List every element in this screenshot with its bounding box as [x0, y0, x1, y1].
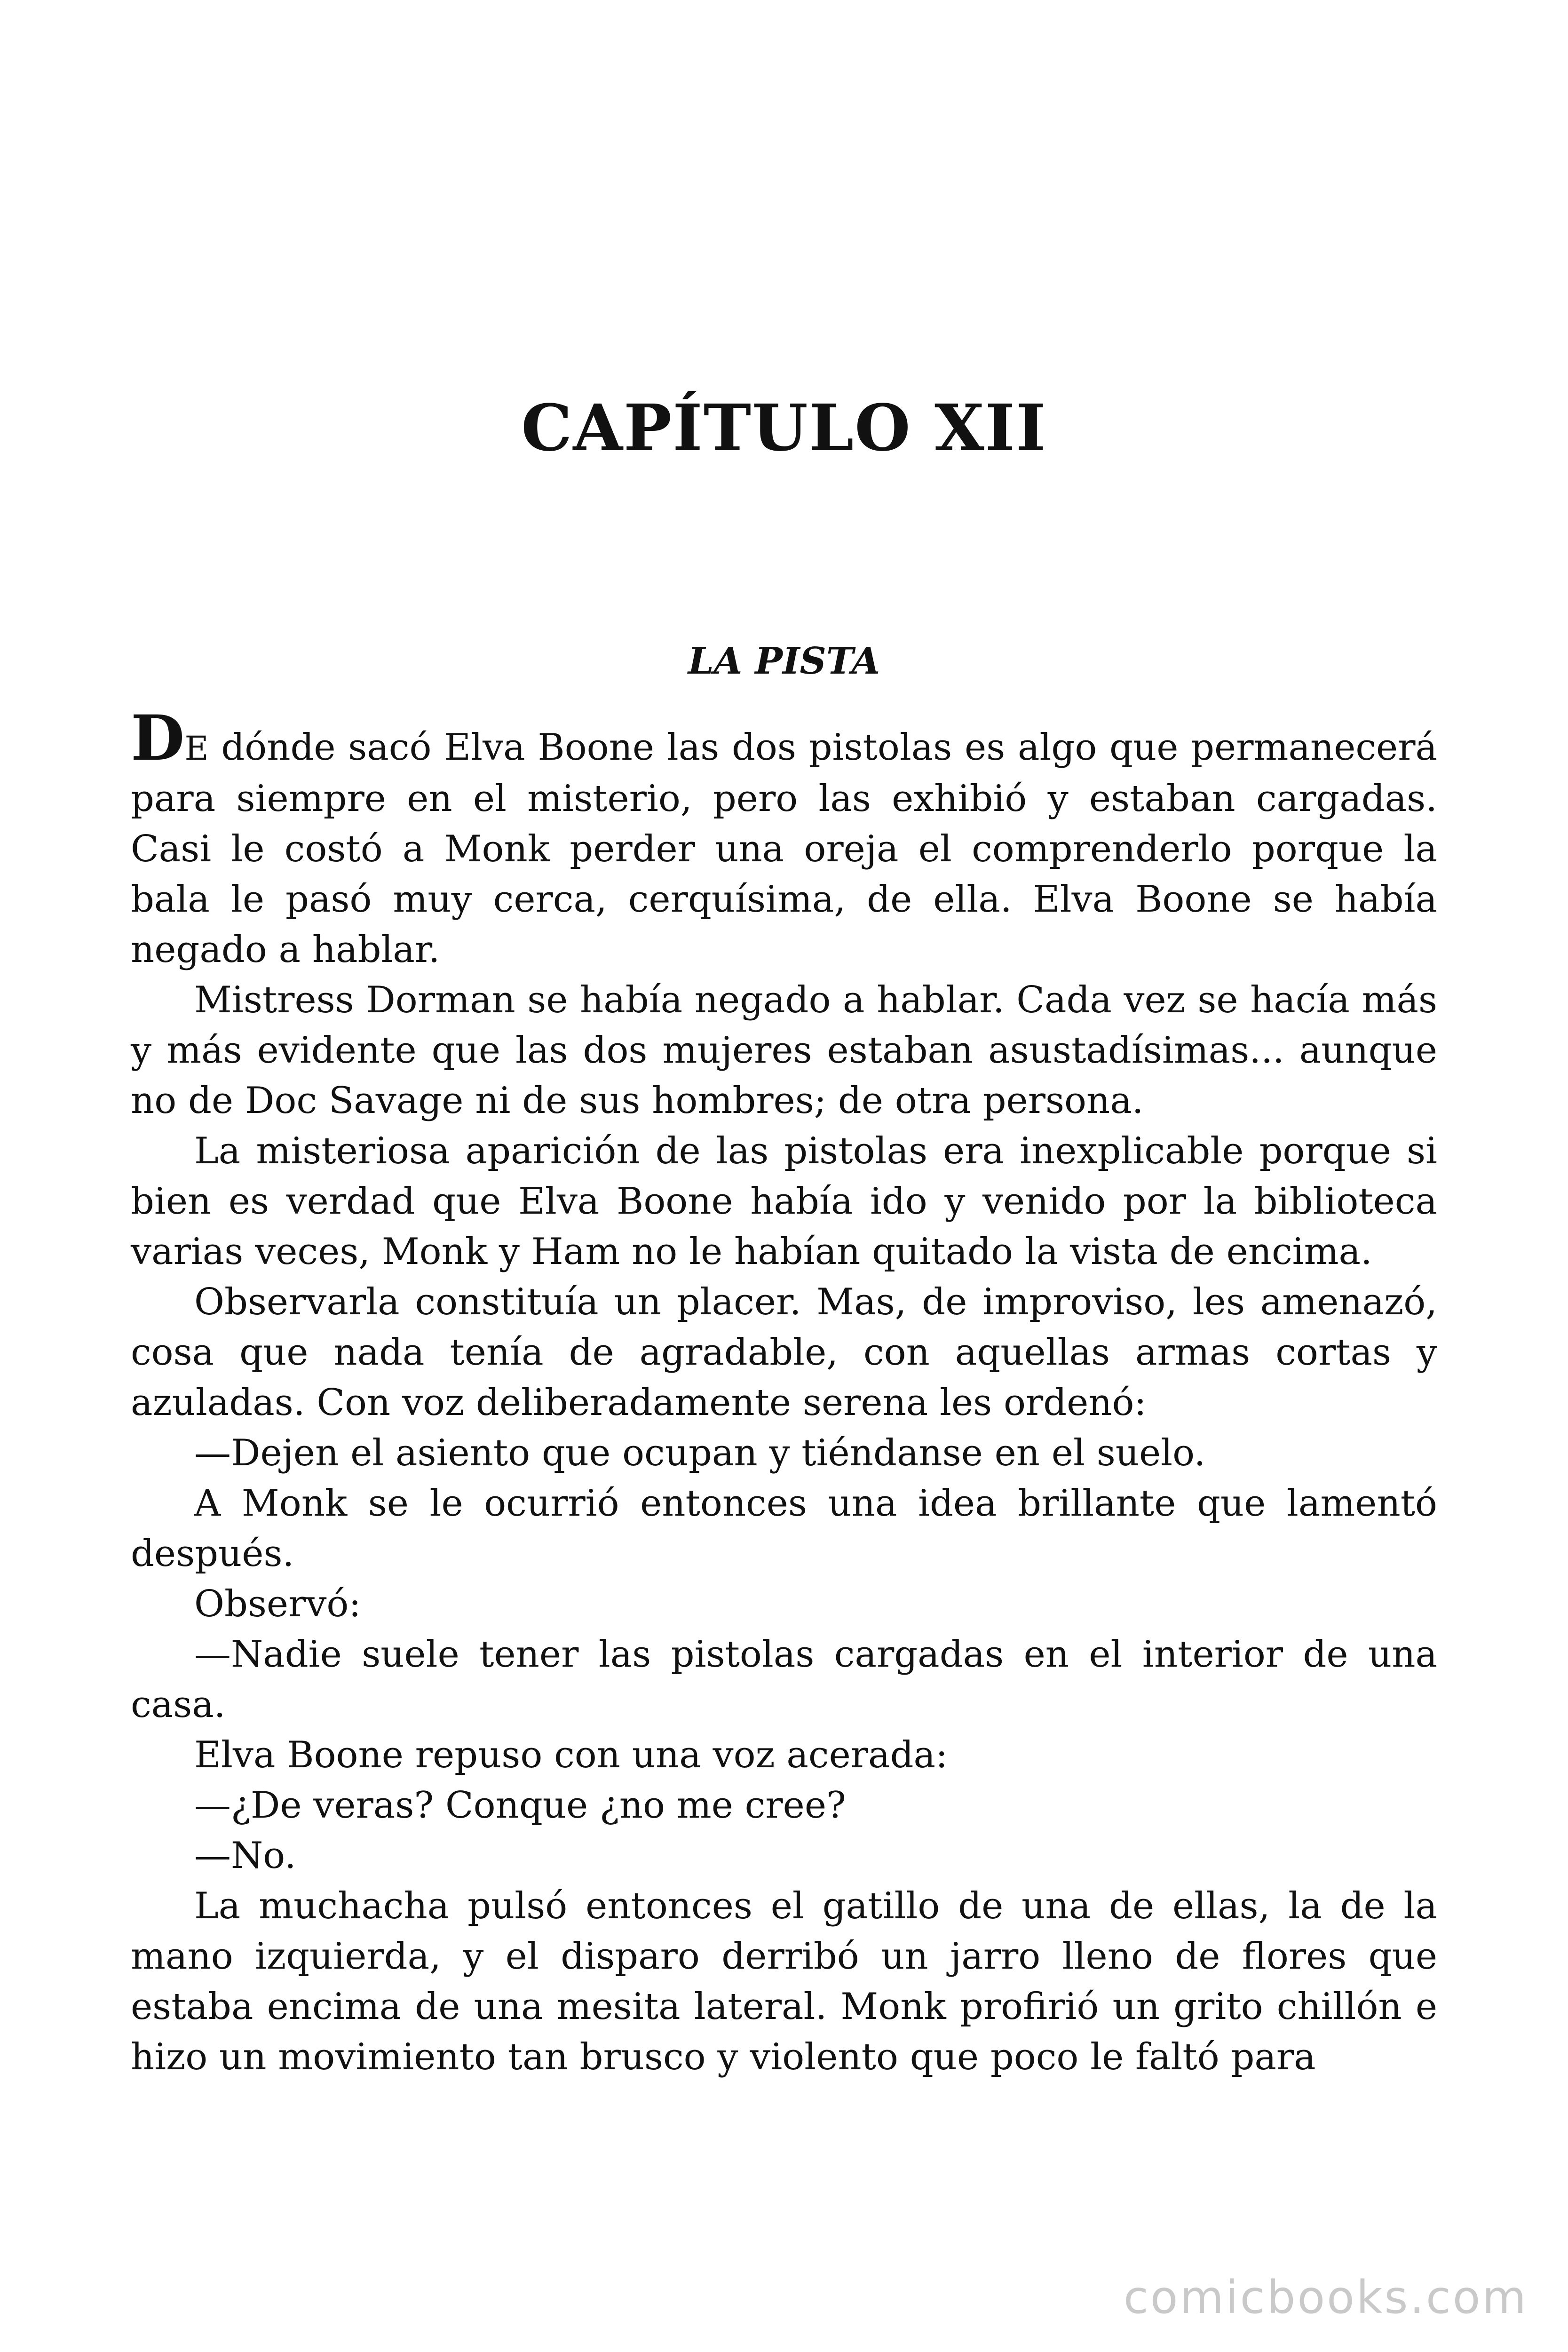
paragraph-2: Mistress Dorman se había negado a hablar. Cada vez se hacía más y más evidente que las dos mujeres estaban asustadísimas... aunque no de Doc Savage ni de sus hombres; de otra persona. [131, 979, 1437, 1122]
section-title: LA PISTA [688, 640, 880, 683]
paragraph-10: —¿De veras? Conque ¿no me cree? [194, 1784, 846, 1827]
paragraph-1 [131, 702, 1437, 975]
chapter-title: CAPÍTULO XII [521, 390, 1047, 466]
paragraph-5: —Dejen el asiento que ocupan y tiéndanse en el suelo. [194, 1432, 1206, 1474]
paragraph-1-text: dónde sacó Elva Boone las dos pistolas es algo que permanecerá para siempre en el misterio, pero las exhibió y estaban cargadas. Casi le costó a Monk perder una oreja el comprenderlo porque la bala le pasó muy cerca, cerquísima, de ella. Elva Boone se había negado a hablar. [131, 726, 1437, 971]
drop-cap: D [131, 702, 185, 775]
paragraph-12: La muchacha pulsó entonces el gatillo de una de ellas, la de la mano izquierda, y el disparo derribó un jarro lleno de flores que estaba encima de una mesita lateral. Monk profirió un grito chillón e hizo un movimiento tan brusco y violento que poco le faltó para [131, 1885, 1437, 2078]
paragraph-3: La misteriosa aparición de las pistolas era inexplicable porque si bien es verdad que Elva Boone había ido y venido por la biblioteca varias veces, Monk y Ham no le habían quitado la vista de encima. [131, 1130, 1437, 1273]
drop-cap-rest: E [184, 729, 209, 768]
body-text [131, 702, 1437, 2082]
paragraph-7: Observó: [194, 1583, 361, 1625]
paragraph-8: —Nadie suele tener las pistolas cargadas en el interior de una casa. [131, 1633, 1437, 1726]
paragraph-4: Observarla constituía un placer. Mas, de improviso, les amenazó, cosa que nada tenía de agradable, con aquellas armas cortas y azuladas. Con voz deliberadamente serena les ordenó: [131, 1281, 1437, 1424]
paragraph-11: —No. [194, 1835, 296, 1877]
paragraph-6: A Monk se le ocurrió entonces una idea brillante que lamentó después. [131, 1482, 1437, 1575]
watermark: comicbooks.com [1123, 2271, 1528, 2324]
paragraph-9: Elva Boone repuso con una voz acerada: [194, 1734, 948, 1776]
